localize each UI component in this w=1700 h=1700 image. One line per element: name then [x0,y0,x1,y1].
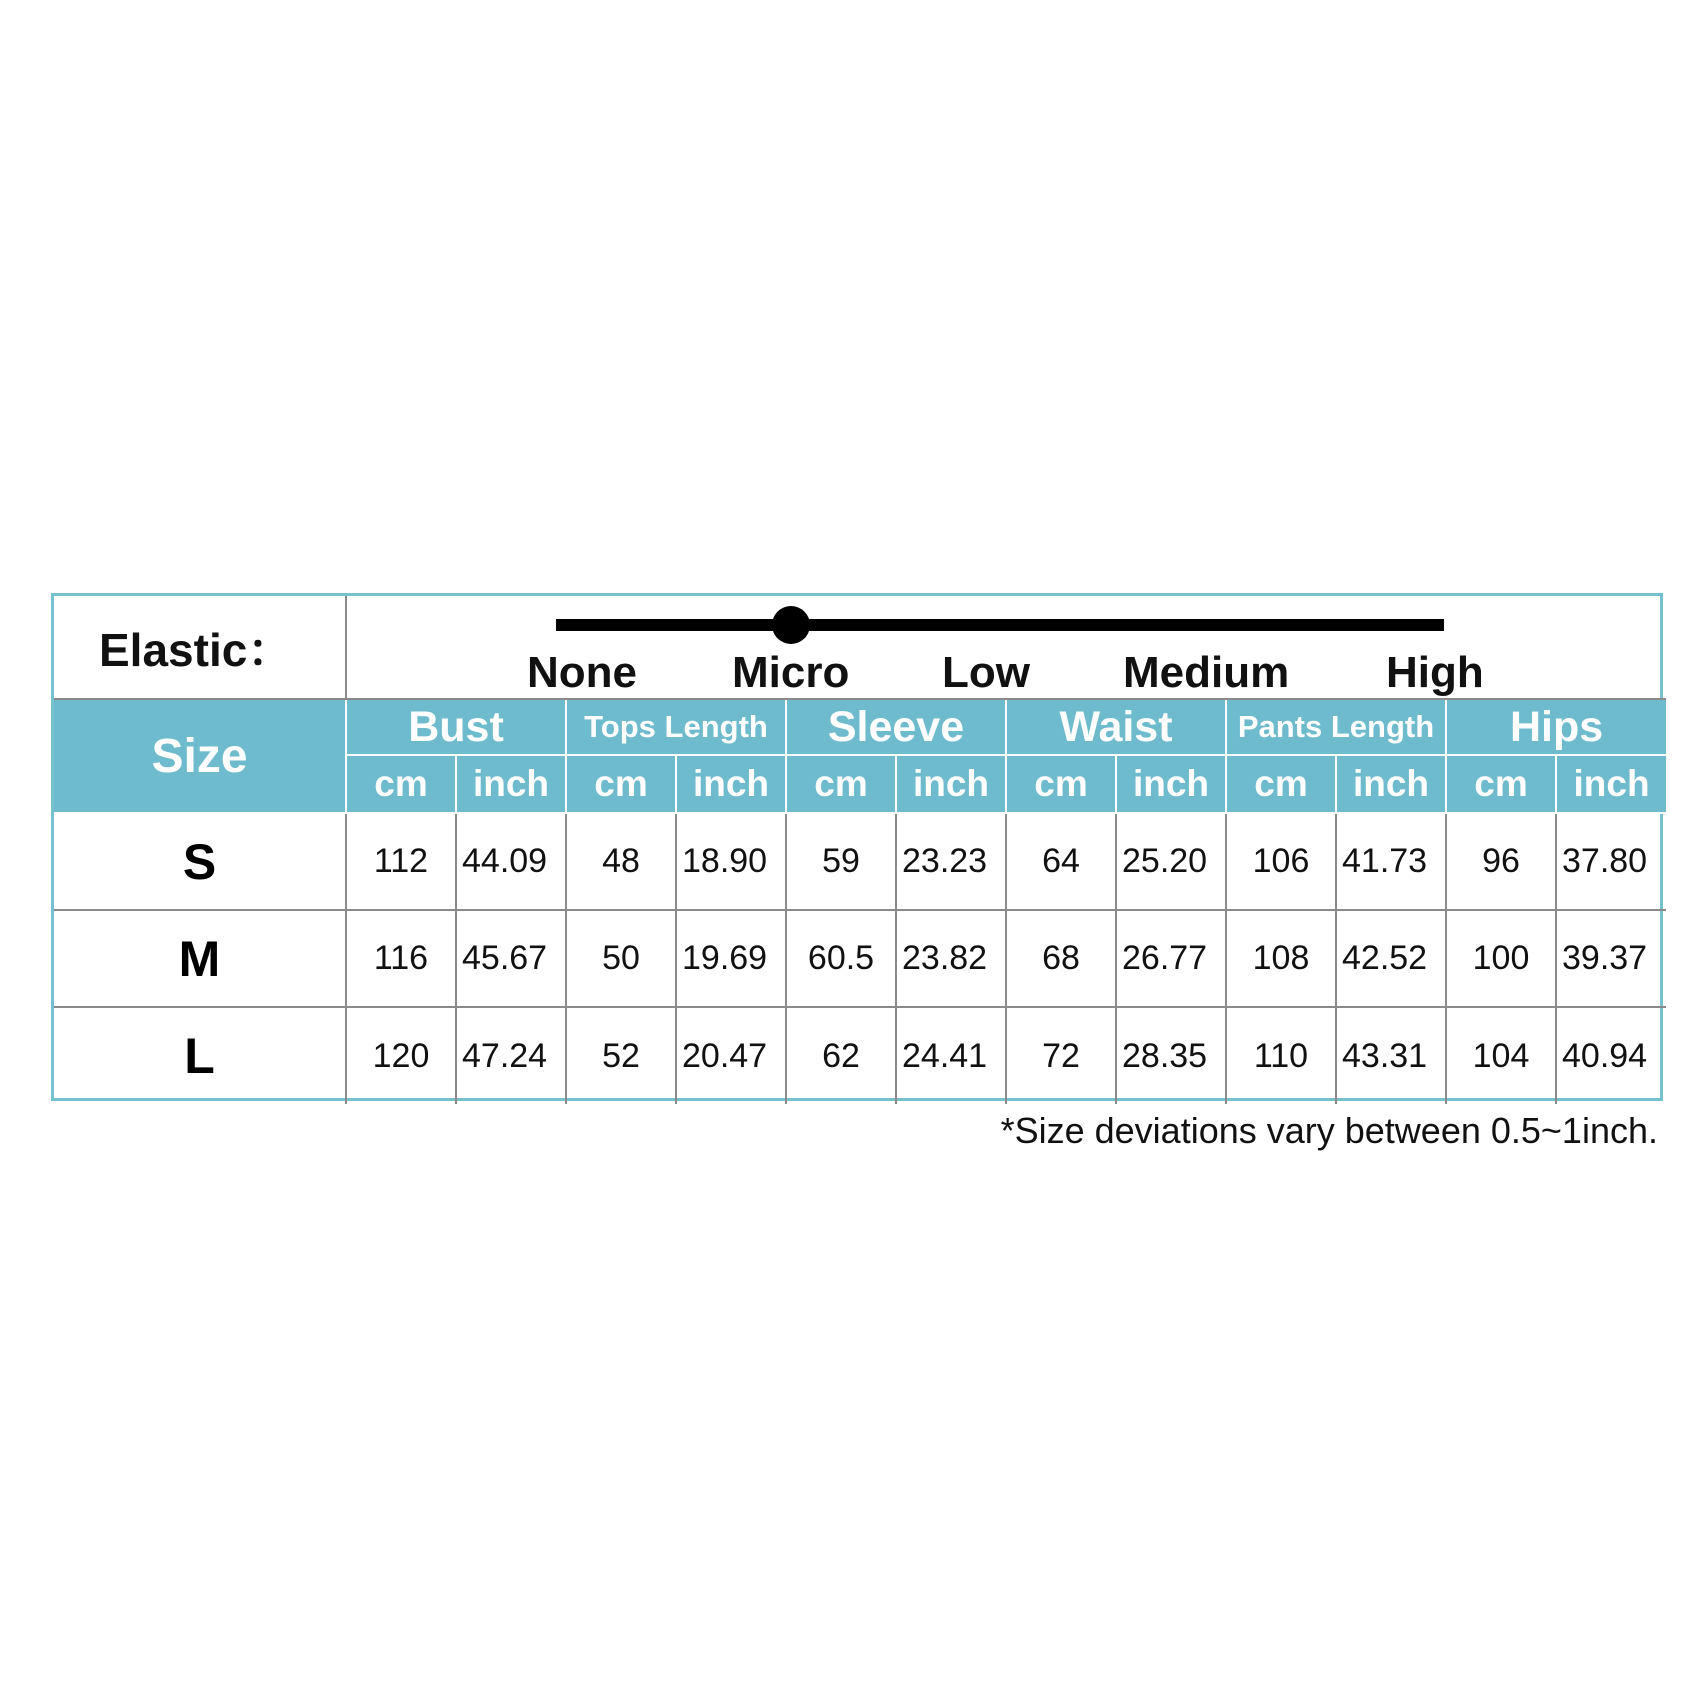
elastic-level-low: Low [942,648,1030,697]
hips-inch-value: 39.37 [1556,910,1666,1007]
elastic-level-none: None [527,648,637,697]
table-row [54,910,1666,1007]
elastic-level-high: High [1386,648,1484,697]
unit-header-cm: cm [1446,755,1556,813]
tops-length-cm-value: 50 [566,910,676,1007]
size-label: L [54,1007,346,1104]
sleeve-inch-value: 23.23 [896,813,1006,910]
waist-cm-value: 68 [1006,910,1116,1007]
bust-inch-value: 47.24 [456,1007,566,1104]
tops-length-inch-value: 19.69 [676,910,786,1007]
pants-length-cm-value: 106 [1226,813,1336,910]
unit-header-inch: inch [456,755,566,813]
sleeve-cm-value: 60.5 [786,910,896,1007]
bust-cm-value: 112 [346,813,456,910]
table-row [54,1007,1666,1104]
unit-header-cm: cm [1006,755,1116,813]
hips-inch-value: 40.94 [1556,1007,1666,1104]
bust-inch-value: 45.67 [456,910,566,1007]
unit-header-cm: cm [1226,755,1336,813]
bust-inch-value: 44.09 [456,813,566,910]
hips-cm-value: 96 [1446,813,1556,910]
waist-cm-value: 64 [1006,813,1116,910]
unit-header-cm: cm [786,755,896,813]
hips-cm-value: 100 [1446,910,1556,1007]
hips-cm-value: 104 [1446,1007,1556,1104]
size-chart [51,593,1663,1101]
tops-length-cm-value: 52 [566,1007,676,1104]
unit-header-inch: inch [1336,755,1446,813]
group-header-bust: Bust [346,699,566,755]
hips-inch-value: 37.80 [1556,813,1666,910]
sleeve-cm-value: 59 [786,813,896,910]
waist-inch-value: 28.35 [1116,1007,1226,1104]
pants-length-inch-value: 41.73 [1336,813,1446,910]
elastic-label: Elastic： [54,596,346,699]
group-header-hips: Hips [1446,699,1666,755]
group-header-tops-length: Tops Length [566,699,786,755]
size-label: S [54,813,346,910]
group-header-waist: Waist [1006,699,1226,755]
elastic-level-medium: Medium [1123,648,1290,697]
bust-cm-value: 116 [346,910,456,1007]
size-label: M [54,910,346,1007]
sleeve-inch-value: 24.41 [896,1007,1006,1104]
pants-length-inch-value: 42.52 [1336,910,1446,1007]
group-header-row [54,699,1666,755]
size-header: Size [54,699,346,813]
waist-inch-value: 25.20 [1116,813,1226,910]
bust-cm-value: 120 [346,1007,456,1104]
sleeve-inch-value: 23.82 [896,910,1006,1007]
tops-length-inch-value: 20.47 [676,1007,786,1104]
unit-header-inch: inch [1556,755,1666,813]
elastic-row [54,596,1666,699]
group-header-sleeve: Sleeve [786,699,1006,755]
unit-header-cm: cm [346,755,456,813]
unit-header-inch: inch [896,755,1006,813]
group-header-pants-length: Pants Length [1226,699,1446,755]
size-deviation-note: *Size deviations vary between 0.5~1inch. [1000,1110,1658,1151]
size-table [54,596,1666,1104]
elastic-scale-track [556,619,1444,631]
unit-header-inch: inch [676,755,786,813]
tops-length-inch-value: 18.90 [676,813,786,910]
pants-length-cm-value: 108 [1226,910,1336,1007]
waist-inch-value: 26.77 [1116,910,1226,1007]
sleeve-cm-value: 62 [786,1007,896,1104]
pants-length-inch-value: 43.31 [1336,1007,1446,1104]
unit-header-inch: inch [1116,755,1226,813]
elastic-scale-marker [772,606,810,644]
elastic-level-micro: Micro [732,648,850,697]
pants-length-cm-value: 110 [1226,1007,1336,1104]
tops-length-cm-value: 48 [566,813,676,910]
table-row [54,813,1666,910]
unit-header-cm: cm [566,755,676,813]
elastic-scale [346,596,1666,699]
waist-cm-value: 72 [1006,1007,1116,1104]
